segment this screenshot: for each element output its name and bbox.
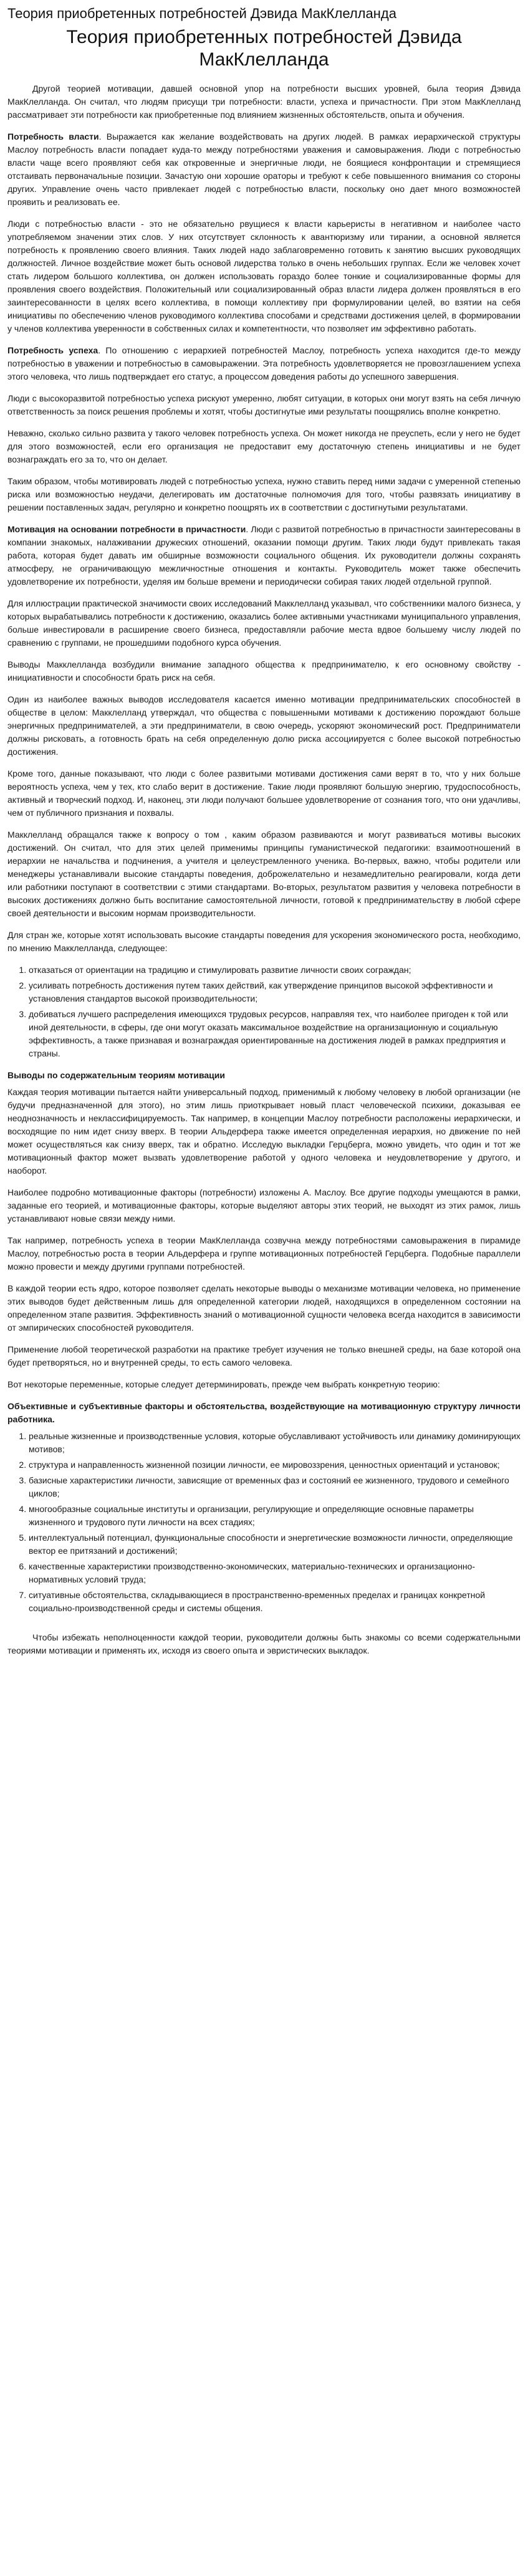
power-term: Потребность власти bbox=[7, 131, 99, 141]
power-text-1: . Выражается как желание воздействовать на других людей. В рамках иерархической структуры Маслоу потребность власти попадает куда-то между потребностями уважения и самовыражения. Люди с потребностью власти чаще всего проявляют себя как откровенные и энергичные люди, не боящиеся конфронтации и стремящиеся отстаивать первоначальные позиции. Зачастую они хорошие ораторы и требуют к себе повышенного внимания со стороны других. Управление очень часто привлекает людей с потребностью власти, поскольку оно дает много возможностей проявить и реализовать ее. bbox=[7, 131, 521, 207]
success-paragraph-1 bbox=[7, 344, 521, 383]
belonging-paragraph-7: Для стран же, которые хотят использовать высокие стандарты поведения для ускорения экономического роста, необходимо, по мнению Макклелланда, следующее: bbox=[7, 929, 521, 953]
conclusions-heading: Выводы по содержательным теориям мотивации bbox=[7, 1070, 225, 1080]
list-item: 1. реальные жизненные и производственные условия, которые обуславливают устойчивость или динамику доминирующих мотивов; bbox=[29, 1430, 521, 1456]
success-paragraph-2: Люди с высокоразвитой потребностью успеха рискуют умеренно, любят ситуации, в которых они могут взять на себя личную ответственность за поиск решения проблемы и хотят, чтобы достигнутые ими результаты поощрялись вполне конкретно. bbox=[7, 393, 521, 416]
belonging-text-1: . Люди с развитой потребностью в причастности заинтересованы в компании знакомых, налаживании дружеских отношений, оказании помощи другим. Таких люди будут привлекать такая работа, которая будет давать им обширные возможности социального общения. Их руководители должны сохранять атмосферу, не ограничивающую межличностные отношения и контакты. Руководитель может также обеспечить удовлетворение их потребности, уделяя им больше времени и периодически собирая таких людей отдельной группой. bbox=[7, 524, 521, 587]
success-term: Потребность успеха bbox=[7, 345, 98, 355]
page-title: Теория приобретенных потребностей Дэвида МакКлелланда bbox=[66, 26, 462, 70]
success-paragraph-3: Неважно, сколько сильно развита у такого человек потребность успеха. Он может никогда не преуспеть, если у него не будет для этого возможностей, если его организация не предоставит ему достаточную степень инициативы и не будет вознаграждать его за то, что он делает. bbox=[7, 428, 521, 464]
list-item: 3. добиваться лучшего распределения имеющихся трудовых ресурсов, направляя тех, что наиболее пригоден к той или иной деятельности, в сферы, где они могут оказать максимальное воздействие на организационную и социальную эффективность, а также признавая и вознаграждая ориентированные на достижения людей в рамках предприятия и страны. bbox=[29, 1008, 521, 1060]
factors-heading: Объективные и субъективные факторы и обстоятельства, воздействующие на мотивационную структуру личности работника. bbox=[7, 1401, 521, 1424]
conclusions-paragraph-6: Вот некоторые переменные, которые следует детерминировать, прежде чем выбрать конкретную теорию: bbox=[7, 1379, 440, 1389]
list-item: 3. базисные характеристики личности, зависящие от временных фаз и состояний ее жизненного, трудового и семейного циклов; bbox=[29, 1474, 521, 1500]
list-item: 5. интеллектуальный потенциал, функциональные способности и энергетические возможности личности, определяющие вектор ее притязаний и достижений; bbox=[29, 1531, 521, 1558]
list-item: 2. структура и направленность жизненной позиции личности, ее мировоззрения, ценностных ориентаций и установок; bbox=[29, 1458, 521, 1472]
power-paragraph-2: Люди с потребностью власти - это не обязательно рвущиеся к власти карьеристы в негативном и наиболее часто употребляемом значении этих слов. У них отсутствует склонность к авантюризму или тирании, а основной является потребность к проявлению своего влияния. Таких людей надо заблаговременно готовить к занятию высших руководящих должностей. Личное воздействие может быть основой лидерства только в очень небольших группах. Если же человек хочет стать лидером большого коллектива, он должен использовать гораздо более тонкие и социализированные формы для проявления своего воздействия. Положительный или социализированный образ власти лидера должен проявляться в его заинтересованности в целях всего коллектива, в помощи коллективу при формулировании целей, во взятии на себя инициативы по обеспечению членов руководимого коллектива способами и средствами достижения целей, в формировании у членов коллектива уверенности в собственных силах и компетентности, что позволяет им эффективно работать. bbox=[7, 218, 521, 333]
list-item: 2. усиливать потребность достижения путем таких действий, как утверждение принципов высокой эффективности и установления стандартов высокой производительности; bbox=[29, 979, 521, 1005]
belonging-paragraph-6: Макклелланд обращался также к вопросу о том , каким образом развиваются и могут развиваться мотивы высоких достижений. Он считал, что для этих целей применимы принципы гуманистической педагогики: взаимоотношений в иерархии не начальства и подчинения, а учителя и целеустремленного ученика. Во-первых, важно, чтобы родители или менеджеры устанавливали высокие стандарты поведения, доброжелательно и незамедлительно реагировали, когда дети или работники поступают в соответствии с этими стандартами. Во-вторых, результатом развития у человека потребности в высоких достижениях должно быть воспитание самостоятельной личности, готовой к предпринимательству в любой сфере своей деятельности и высоким нормам производительности. bbox=[7, 829, 521, 918]
list-item: 6. качественные характеристики производственно-экономических, материально-технических и организационно-нормативных условий труда; bbox=[29, 1560, 521, 1586]
factors-list bbox=[7, 1430, 521, 1615]
belonging-paragraph-4: Один из наиболее важных выводов исследователя касается именно мотивации предпринимательских способностей в обществе в целом: Макклелланд утверждал, что общества с повышенными мотивами к достижению порождают больше энергичных предпринимателей, а эти предприниматели, в свою очередь, ускоряют экономический рост. Предприниматели должны рисковать, а готовность брать на себя определенную долю риска ассоциируется с более высокой потребностью достижения. bbox=[7, 694, 521, 757]
success-text-1: . По отношению с иерархией потребностей Маслоу, потребность успеха находится где-то между потребностью в уважении и потребностью в самовыражении. Эта потребность удовлетворяется не провозглашением успеха этого человека, что лишь подтверждает его статус, а процессом доведения работы до успешного завершения. bbox=[7, 345, 521, 381]
success-paragraph-4: Таким образом, чтобы мотивировать людей с потребностью успеха, нужно ставить перед ними задачи с умеренной степенью риска или возможностью неудачи, делегировать им достаточные полномочия для того, чтобы развязать инициативу в решении поставленных задач, регулярно и конкретно поощрять их в соответствии с достигнутыми результатами. bbox=[7, 476, 521, 512]
conclusions-paragraph-1: Каждая теория мотивации пытается найти универсальный подход, применимый к любому человеку в любой организации (не будучи предназначенной для этого), но этим лишь приоткрывает новый пласт человеческой психики, доказывая ее неоднозначность и неклассифицируемость. Так например, в концепции Маслоу потребности расположены иерархически, и восходящие по ним идет снизу вверх. В теории Альдерфера также имеется определенная иерархия, но движение по ней может осуществляться как снизу вверх, так и обратно. Исследую выкладки Герцберга, можно увидеть, что один и тот же мотивационный фактор может вызвать удовлетворение работой у одного человека и неудовлетворение у другого, и наоборот. bbox=[7, 1086, 521, 1175]
list-item: 7. ситуативные обстоятельства, складывающиеся в пространственно-временных пределах и границах конкретной социально-производственной среды и системы общения. bbox=[29, 1589, 521, 1615]
country-requirements-list bbox=[7, 964, 521, 1060]
belonging-term: Мотивация на основании потребности в причастности bbox=[7, 524, 246, 534]
list-item: 4. многообразные социальные институты и организации, регулирующие и определяющие основные параметры жизненного и трудового пути личности на всех стадиях; bbox=[29, 1503, 521, 1529]
page-top-title: Теория приобретенных потребностей Дэвида МакКлелланда bbox=[7, 6, 396, 21]
belonging-paragraph-3: Выводы Макклелланда возбудили внимание западного общества к предпринимателю, к его основному свойству - инициативности и способности брать риск на себя. bbox=[7, 659, 521, 682]
conclusions-paragraph-4: В каждой теории есть ядро, которое позволяет сделать некоторые выводы о механизме мотивации человека, но применение этих выводов будет действенным лишь для определенной категории людей, находящихся в определенном состоянии на определенном этапе развития. Эффективность знаний о мотивационной сущности человека всегда находится в зависимости от эмпирических способностей руководителя. bbox=[7, 1283, 521, 1333]
conclusions-paragraph-5: Применение любой теоретической разработки на практике требует изучения не только внешней среды, на базе которой она будет претворяться, но и внутренней среды, то есть самого человека. bbox=[7, 1344, 521, 1367]
intro-paragraph: Другой теорией мотивации, давшей основной упор на потребности высших уровней, была теория Дэвида МакКлелланда. Он считал, что людям присущи три потребности: власти, успеха и причастности. При этом МакКлелланд рассматривает эти потребности как приобретенные под влиянием жизненных обстоятельств, опыта и обучения. bbox=[7, 83, 521, 120]
belonging-paragraph-1 bbox=[7, 523, 521, 588]
conclusions-paragraph-3: Так например, потребность успеха в теории МакКлелланда созвучна между потребностями самовыражения в пирамиде Маслоу, потребностью роста в теории Альдерфера и группе мотивационных потребностей Герцберга. Подобные параллели можно провести и между другими группами потребностей. bbox=[7, 1235, 521, 1271]
belonging-paragraph-5: Кроме того, данные показывают, что люди с более развитыми мотивами достижения сами верят в то, что у них больше вероятность успеха, чем у тех, кто слабо верит в достижение. Такие люди проявляют большую энергию, трудоспособность, активный и творческий подход. И, наконец, эти люди получают большее удовлетворение от сознания того, что они удачливы, чем от публичного признания и похвалы. bbox=[7, 768, 521, 818]
conclusions-paragraph-2: Наиболее подробно мотивационные факторы (потребности) изложены А. Маслоу. Все другие подходы умещаются в рамки, заданные его теорией, и мотивационные факторы, которые выделяют авторы этих теорий, не выходят из этих рамок, лишь устанавливают новые связи между ними. bbox=[7, 1187, 521, 1223]
belonging-paragraph-2: Для иллюстрации практической значимости своих исследований Макклелланд указывал, что собственники малого бизнеса, у которых вырабатывались потребности к достижению, оказались более активными участниками муниципального управления, больше инвестировали в расширение своего бизнеса, предоставляли рабочие места вдвое большему числу людей по сравнению с группами, не прошедшими подобного курса обучения. bbox=[7, 598, 521, 648]
power-paragraph-1 bbox=[7, 130, 521, 209]
final-paragraph: Чтобы избежать неполноценности каждой теории, руководители должны быть знакомы со всеми содержательными теориями мотивации и применять их, исходя из своего опыта и эвристических выкладок. bbox=[7, 1632, 521, 1655]
list-item: 1. отказаться от ориентации на традицию и стимулировать развитие личности своих сограждан; bbox=[29, 964, 521, 977]
